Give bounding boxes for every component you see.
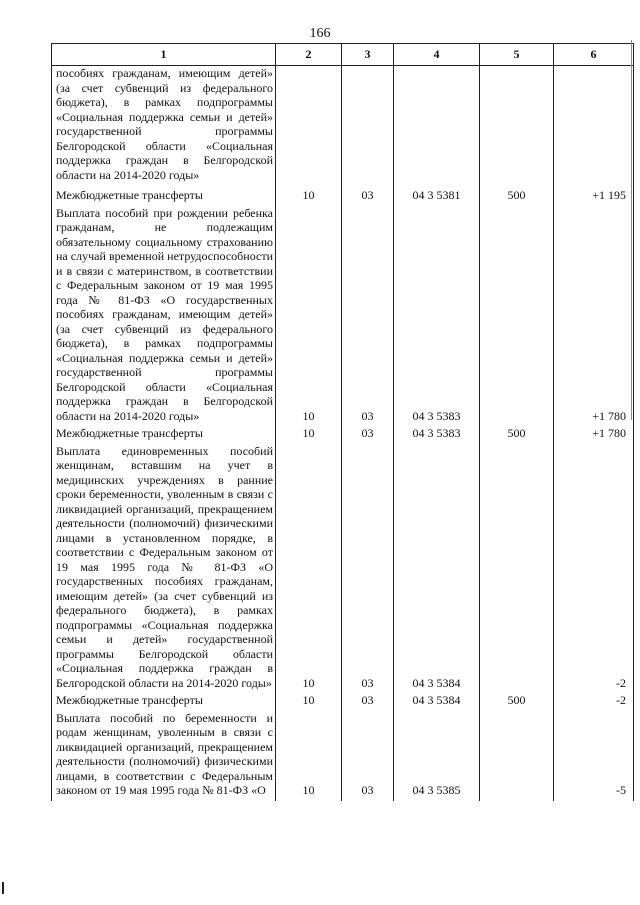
row-subsection: 03 — [342, 693, 394, 711]
row-section: 10 — [276, 426, 342, 444]
column-header: 6 — [554, 44, 634, 66]
row-expense-type — [480, 66, 554, 189]
table-header-row — [52, 44, 634, 66]
row-amount: +1 195 — [554, 188, 634, 206]
column-header: 5 — [480, 44, 554, 66]
row-section: 10 — [276, 711, 342, 801]
row-section: 10 — [276, 188, 342, 206]
row-amount — [554, 66, 634, 189]
row-target-code: 04 3 5385 — [394, 711, 480, 801]
row-expense-type: 500 — [480, 426, 554, 444]
row-subsection: 03 — [342, 426, 394, 444]
row-expense-type: 500 — [480, 693, 554, 711]
table-row — [52, 426, 634, 444]
row-expense-type — [480, 206, 554, 427]
row-subsection: 03 — [342, 206, 394, 427]
column-header: 4 — [394, 44, 480, 66]
row-name: Межбюджетные трансферты — [52, 426, 276, 444]
row-name: Выплата пособий по беременности и родам женщинам, уволенным в связи с ликвидацией организаций, прекращением деятельности (полномочий) физическими лицами, в соответствии с Федеральным законом от 19 мая 1995 года № 81-ФЗ «О — [52, 711, 276, 801]
row-section: 10 — [276, 206, 342, 427]
row-expense-type: 500 — [480, 188, 554, 206]
row-amount: -5 — [554, 711, 634, 801]
row-expense-type — [480, 444, 554, 694]
row-subsection — [342, 66, 394, 189]
row-name: Выплата единовременных пособий женщинам, вставшим на учет в медицинских учреждениях в ранние сроки беременности, уволенным в связи с ликвидацией организаций, прекращением деятельности (полномочий) физическими лицами в установленном порядке, в соответствии с Федеральным законом от 19 мая 1995 года № 81-ФЗ «О государственных пособиях гражданам, имеющим детей» (за счет субвенций из федерального бюджета), в рамках подпрограммы «Социальная поддержка семьи и детей» государственной программы Белгородской области «Социальная поддержка граждан в Белгородской области на 2014-2020 годы» — [52, 444, 276, 694]
column-header: 2 — [276, 44, 342, 66]
row-target-code: 04 3 5383 — [394, 206, 480, 427]
row-subsection: 03 — [342, 444, 394, 694]
row-section: 10 — [276, 693, 342, 711]
row-target-code: 04 3 5384 — [394, 693, 480, 711]
row-amount: +1 780 — [554, 426, 634, 444]
row-amount: +1 780 — [554, 206, 634, 427]
row-name: Межбюджетные трансферты — [52, 188, 276, 206]
table-row — [52, 444, 634, 694]
row-target-code: 04 3 5381 — [394, 188, 480, 206]
scan-edge-mark — [631, 40, 640, 420]
row-subsection: 03 — [342, 711, 394, 801]
table-row — [52, 206, 634, 427]
column-header: 1 — [52, 44, 276, 66]
row-subsection: 03 — [342, 188, 394, 206]
scan-corner-mark — [2, 882, 4, 894]
row-name: Межбюджетные трансферты — [52, 693, 276, 711]
table-row — [52, 693, 634, 711]
row-section: 10 — [276, 444, 342, 694]
row-name: пособиях гражданам, имеющим детей» (за счет субвенций из федерального бюджета), в рамках подпрограммы «Социальная поддержка семьи и детей» государственной программы Белгородской области «Социальная поддержка граждан в Белгородской области на 2014-2020 годы» — [52, 66, 276, 189]
row-amount: -2 — [554, 693, 634, 711]
page-number: 166 — [309, 26, 331, 41]
row-expense-type — [480, 711, 554, 801]
row-target-code: 04 3 5384 — [394, 444, 480, 694]
row-target-code — [394, 66, 480, 189]
column-header: 3 — [342, 44, 394, 66]
table-row — [52, 188, 634, 206]
table-row — [52, 66, 634, 189]
row-name: Выплата пособий при рождении ребенка гражданам, не подлежащим обязательному социальному страхованию на случай временной нетрудоспособности и в связи с материнством, в соответствии с Федеральным законом от 19 мая 1995 года № 81-ФЗ «О государственных пособиях гражданам, имеющим детей» (за счет субвенций из федерального бюджета), в рамках подпрограммы «Социальная поддержка семьи и детей» государственной программы Белгородской области «Социальная поддержка граждан в Белгородской области на 2014-2020 годы» — [52, 206, 276, 427]
row-section — [276, 66, 342, 189]
row-target-code: 04 3 5383 — [394, 426, 480, 444]
budget-table — [51, 43, 634, 801]
row-amount: -2 — [554, 444, 634, 694]
table-row — [52, 711, 634, 801]
